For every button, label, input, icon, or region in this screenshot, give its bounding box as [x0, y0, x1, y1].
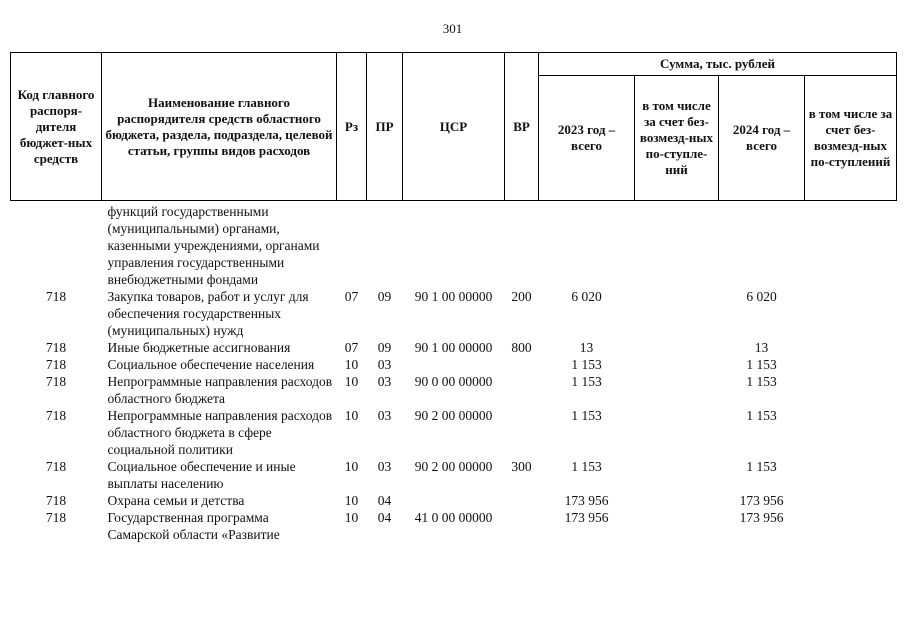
cell-pr: 03 [377, 374, 392, 389]
cell-vr: 200 [511, 289, 532, 304]
cell-2023-free [635, 407, 719, 458]
cell-vr [505, 509, 539, 543]
cell-2024-free [805, 339, 897, 356]
page-number: 301 [442, 21, 463, 36]
header-name: Наименование главного распорядителя средств областного бюджета, раздела, подраздела, целевой статьи, группы видов расходов [102, 53, 337, 201]
cell-2024-free [805, 509, 897, 543]
cell-code: 718 [45, 289, 67, 304]
cell-2023-free [635, 492, 719, 509]
cell-pr: 04 [377, 493, 392, 508]
cell-code [11, 201, 102, 289]
cell-2024: 1 153 [746, 459, 777, 474]
cell-2023: 173 956 [564, 510, 609, 525]
header-pr: ПР [367, 53, 403, 201]
cell-rz: 10 [344, 374, 359, 389]
cell-2024: 6 020 [746, 289, 777, 304]
cell-2023-free [635, 339, 719, 356]
cell-2024-free [805, 492, 897, 509]
cell-2023-free [635, 288, 719, 339]
cell-2024-free [805, 288, 897, 339]
table-row [11, 458, 897, 492]
header-code: Код главного распоря-дителя бюджет-ных средств [11, 53, 102, 201]
cell-csr [403, 356, 505, 373]
cell-code: 718 [45, 357, 67, 372]
cell-pr: 03 [377, 408, 392, 423]
cell-vr: 800 [511, 340, 532, 355]
cell-2023 [539, 201, 635, 289]
table-row [11, 407, 897, 458]
cell-vr [505, 373, 539, 407]
header-csr: ЦСР [403, 53, 505, 201]
cell-rz: 10 [344, 408, 359, 423]
cell-2023-free [635, 201, 719, 289]
cell-csr: 90 1 00 00000 [414, 289, 493, 304]
cell-pr [367, 201, 403, 289]
table-row [11, 201, 897, 289]
cell-2023: 1 153 [571, 357, 602, 372]
cell-2024: 173 956 [739, 510, 784, 525]
table-row [11, 356, 897, 373]
cell-vr: 300 [511, 459, 532, 474]
cell-rz: 10 [344, 510, 359, 525]
header-sum-group: Сумма, тыс. рублей [539, 53, 897, 76]
cell-name: Иные бюджетные ассигнования [107, 340, 291, 355]
cell-name: Непрограммные направления расходов областного бюджета в сфере социальной политики [107, 408, 333, 457]
cell-2024-free [805, 407, 897, 458]
cell-name: Непрограммные направления расходов областного бюджета [107, 374, 333, 406]
cell-name: Закупка товаров, работ и услуг для обеспечения государственных (муниципальных) нужд [107, 289, 309, 338]
table-row [11, 492, 897, 509]
header-vr: ВР [505, 53, 539, 201]
header-2024-total: 2024 год – всего [719, 76, 805, 201]
cell-pr: 03 [377, 357, 392, 372]
cell-name: функций государственными (муниципальными) органами, казенными учреждениями, органами управления государственными внебюджетными фондами [107, 204, 320, 287]
header-rz: Рз [337, 53, 367, 201]
cell-csr [403, 492, 505, 509]
table-row [11, 288, 897, 339]
header-2023-total: 2023 год – всего [539, 76, 635, 201]
cell-pr: 03 [377, 459, 392, 474]
cell-2023-free [635, 509, 719, 543]
cell-code: 718 [45, 340, 67, 355]
cell-vr [505, 492, 539, 509]
cell-vr [505, 201, 539, 289]
cell-name: Охрана семьи и детства [107, 493, 245, 508]
cell-csr: 41 0 00 00000 [414, 510, 493, 525]
cell-code: 718 [45, 408, 67, 423]
cell-2024-free [805, 373, 897, 407]
cell-pr: 09 [377, 289, 392, 304]
table-header [11, 53, 897, 201]
table-row [11, 509, 897, 543]
cell-2024-free [805, 201, 897, 289]
cell-vr [505, 407, 539, 458]
cell-2023: 1 153 [571, 459, 602, 474]
header-2024-free: в том числе за счет без-возмезд-ных по-ступлений [805, 76, 897, 201]
cell-code: 718 [45, 510, 67, 525]
cell-2024-free [805, 458, 897, 492]
table-row [11, 339, 897, 356]
table-body [11, 201, 897, 544]
cell-name: Социальное обеспечение населения [107, 357, 315, 372]
cell-csr: 90 2 00 00000 [414, 459, 493, 474]
cell-rz: 07 [344, 340, 359, 355]
cell-rz: 10 [344, 459, 359, 474]
cell-2024-free [805, 356, 897, 373]
cell-rz: 07 [344, 289, 359, 304]
cell-pr: 09 [377, 340, 392, 355]
cell-2024: 1 153 [746, 408, 777, 423]
cell-csr [403, 201, 505, 289]
cell-2024: 13 [754, 340, 769, 355]
cell-2023: 1 153 [571, 374, 602, 389]
cell-rz [337, 201, 367, 289]
cell-2023: 13 [579, 340, 594, 355]
cell-name: Социальное обеспечение и иные выплаты населению [107, 459, 296, 491]
cell-2023-free [635, 356, 719, 373]
cell-csr: 90 0 00 00000 [414, 374, 493, 389]
cell-2023: 6 020 [571, 289, 602, 304]
cell-pr: 04 [377, 510, 392, 525]
cell-2024: 1 153 [746, 357, 777, 372]
cell-2024: 173 956 [739, 493, 784, 508]
cell-csr: 90 1 00 00000 [414, 340, 493, 355]
cell-code: 718 [45, 459, 67, 474]
cell-2023: 1 153 [571, 408, 602, 423]
header-2023-free: в том числе за счет без-возмезд-ных по-ступле-ний [635, 76, 719, 201]
cell-csr: 90 2 00 00000 [414, 408, 493, 423]
cell-2023-free [635, 373, 719, 407]
budget-table [10, 52, 897, 543]
cell-vr [505, 356, 539, 373]
cell-code: 718 [45, 493, 67, 508]
cell-rz: 10 [344, 357, 359, 372]
cell-2024: 1 153 [746, 374, 777, 389]
cell-rz: 10 [344, 493, 359, 508]
cell-name: Государственная программа Самарской области «Развитие [107, 510, 280, 542]
cell-code: 718 [45, 374, 67, 389]
cell-2024 [719, 201, 805, 289]
table-row [11, 373, 897, 407]
cell-2023-free [635, 458, 719, 492]
cell-2023: 173 956 [564, 493, 609, 508]
